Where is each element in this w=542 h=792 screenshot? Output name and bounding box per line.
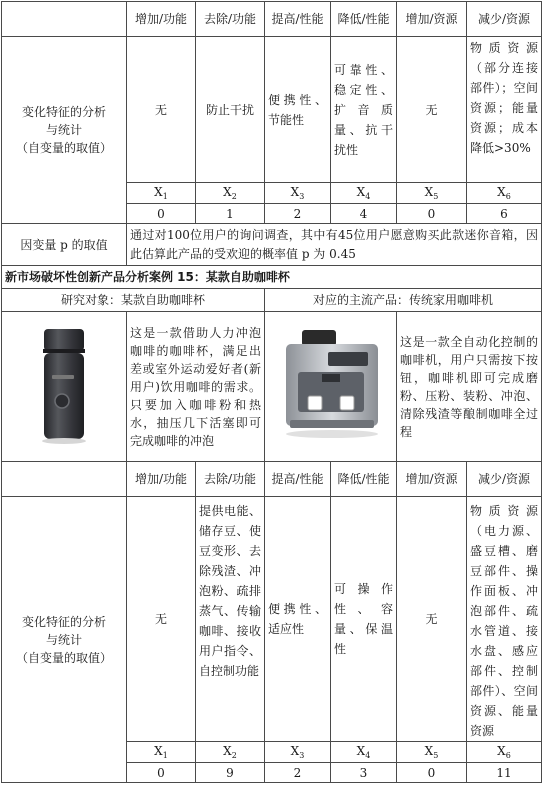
dependent-text: 通过对100位用户的询问调查，其中有45位用户愿意购买此款迷你音箱，因此估算此产品的受欢迎的概率值 p 为 0.45	[127, 224, 542, 266]
header-improve-performance: 提高/性能	[265, 462, 331, 497]
dependent-row	[2, 224, 542, 266]
section1-header-row	[2, 2, 542, 37]
s2-cell-reduce-resource: 物质资源（电力源、盛豆槽、磨豆部件、操作面板、冲泡部件、疏水管道、接水盘、感应部件、控制部件）、空间资源、能量资源	[467, 497, 542, 742]
s1-x2	[196, 183, 265, 204]
s1-x4	[331, 183, 397, 204]
x-sub: 5	[433, 751, 439, 760]
s2-value: 3	[331, 763, 397, 783]
dependent-label: 因变量 p 的取值	[2, 224, 127, 266]
s2-cell-reduce-performance: 可操作性、容量、保温性	[331, 497, 397, 742]
s2-cell-improve-performance: 便携性、适应性	[265, 497, 331, 742]
s2-x3	[265, 742, 331, 763]
s2-cell-add-function: 无	[127, 497, 196, 742]
header-add-resource: 增加/资源	[397, 462, 467, 497]
x-sub: 4	[365, 751, 371, 760]
subject-image-cell	[2, 312, 127, 462]
s2-x2	[196, 742, 265, 763]
x-letter: X	[424, 185, 434, 199]
header-reduce-resource: 减少/资源	[467, 2, 542, 37]
product-row	[2, 312, 542, 462]
row-label-line1: 变化特征的分析	[21, 614, 106, 629]
x-sub: 6	[505, 192, 511, 201]
x-letter: X	[223, 185, 232, 199]
x-sub: 2	[231, 751, 237, 760]
case-subject: 研究对象：某款自助咖啡杯	[2, 289, 265, 312]
s1-x5	[397, 183, 467, 204]
s1-value: 1	[196, 204, 265, 224]
header-remove-function: 去除/功能	[196, 462, 265, 497]
header-remove-function: 去除/功能	[196, 2, 265, 37]
s1-x3	[265, 183, 331, 204]
section1-feature-row	[2, 37, 542, 183]
x-sub: 3	[299, 751, 305, 760]
x-letter: X	[356, 185, 366, 199]
section2-row-label	[2, 497, 127, 783]
espresso-machine-image	[268, 324, 396, 444]
header-add-function: 增加/功能	[127, 462, 196, 497]
row-label-line2: 与统计	[45, 632, 82, 647]
x-letter: X	[356, 744, 366, 758]
s1-value: 4	[331, 204, 397, 224]
x-sub: 2	[231, 192, 237, 201]
x-letter: X	[497, 185, 506, 199]
s2-x4	[331, 742, 397, 763]
header-reduce-performance: 降低/性能	[331, 2, 397, 37]
s2-x5	[397, 742, 467, 763]
case-mainstream: 对应的主流产品：传统家用咖啡机	[265, 289, 542, 312]
s2-value: 9	[196, 763, 265, 783]
s2-x1	[127, 742, 196, 763]
s2-value: 0	[127, 763, 196, 783]
case-title-row	[2, 266, 542, 289]
row-label-line3: （自变量的取值）	[15, 141, 112, 155]
x-sub: 4	[365, 192, 371, 201]
header-add-function: 增加/功能	[127, 2, 196, 37]
s2-x6	[467, 742, 542, 763]
x-sub: 6	[505, 751, 511, 760]
s1-cell-reduce-performance: 可靠性、稳定性、扩音质量、抗干扰性	[331, 37, 397, 183]
section1-row-label	[2, 37, 127, 224]
s2-value: 2	[265, 763, 331, 783]
x-sub: 3	[299, 192, 305, 201]
x-sub: 1	[162, 192, 168, 201]
x-letter: X	[223, 744, 232, 758]
x-letter: X	[290, 744, 300, 758]
x-sub: 5	[433, 192, 439, 201]
document-page	[1, 1, 541, 783]
subject-description: 这是一款借助人力冲泡咖啡的咖啡杯，满足出差或室外运动爱好者(新用户)饮用咖啡的需求。只要加入咖啡粉和热水，抽压几下活塞即可完成咖啡的冲泡	[127, 312, 265, 462]
corner-cell	[2, 2, 127, 37]
s1-cell-reduce-resource: 物质资源（部分连接部件）；空间资源；能量资源；成本降低>30%	[467, 37, 542, 183]
row-label-line3: （自变量的取值）	[15, 650, 112, 665]
header-add-resource: 增加/资源	[397, 2, 467, 37]
analysis-table	[1, 1, 542, 783]
s1-cell-improve-performance: 便携性、节能性	[265, 37, 331, 183]
s2-cell-remove-function: 提供电能、储存豆、使豆变形、去除残渣、冲泡粉、疏排蒸气、传输咖啡、接收用户指令、自控制功能	[196, 497, 265, 742]
row-label-line1: 变化特征的分析	[21, 105, 106, 119]
mainstream-image-cell	[265, 312, 397, 462]
portable-coffee-cup-image	[14, 319, 114, 449]
s1-x1	[127, 183, 196, 204]
s2-value: 0	[397, 763, 467, 783]
x-letter: X	[424, 744, 434, 758]
s1-value: 2	[265, 204, 331, 224]
section2-feature-row	[2, 497, 542, 742]
x-letter: X	[154, 744, 163, 758]
s1-value: 0	[397, 204, 467, 224]
x-letter: X	[154, 185, 163, 199]
s1-cell-add-function: 无	[127, 37, 196, 183]
row-label-line2: 与统计	[45, 123, 82, 137]
s1-value: 6	[467, 204, 542, 224]
s1-x6	[467, 183, 542, 204]
header-reduce-performance: 降低/性能	[331, 462, 397, 497]
x-sub: 1	[162, 751, 168, 760]
s1-value: 0	[127, 204, 196, 224]
s1-cell-remove-function: 防止干扰	[196, 37, 265, 183]
corner-cell	[2, 462, 127, 497]
x-letter: X	[497, 744, 506, 758]
header-reduce-resource: 减少/资源	[467, 462, 542, 497]
s1-cell-add-resource: 无	[397, 37, 467, 183]
case-title: 新市场破坏性创新产品分析案例 15：某款自助咖啡杯	[2, 266, 542, 289]
s2-value: 11	[467, 763, 542, 783]
section2-header-row	[2, 462, 542, 497]
mainstream-description: 这是一款全自动化控制的咖啡机，用户只需按下按钮，咖啡机即可完成磨粉、压粉、装粉、冲泡、清除残渣等酿制咖啡全过程	[397, 312, 542, 462]
x-letter: X	[290, 185, 300, 199]
case-subject-row	[2, 289, 542, 312]
s2-cell-add-resource: 无	[397, 497, 467, 742]
header-improve-performance: 提高/性能	[265, 2, 331, 37]
